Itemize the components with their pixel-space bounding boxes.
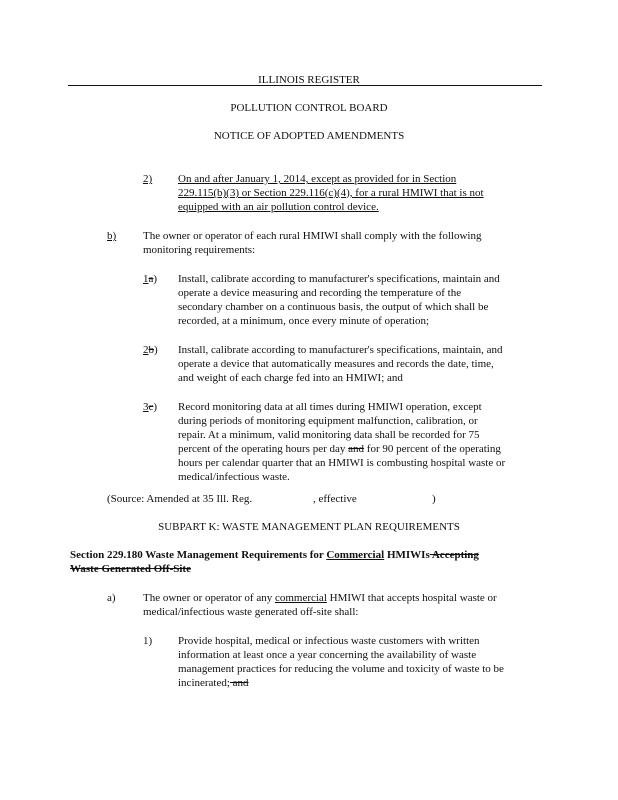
item-1a-label bbox=[143, 272, 157, 286]
item-3c-label-new: 3 bbox=[143, 401, 149, 413]
item-1-line-3: management practices for reducing the volume and toxicity of waste to be bbox=[178, 663, 504, 675]
subpart-heading: SUBPART K: WASTE MANAGEMENT PLAN REQUIREMENTS bbox=[158, 521, 460, 533]
item-a-line-1-a: The owner or operator of any bbox=[143, 592, 275, 604]
item-a-line-1-b: HMIWI that accepts hospital waste or bbox=[326, 592, 497, 604]
item-2-line-3: equipped with an air pollution control device. bbox=[178, 201, 379, 213]
item-3c-line-4-b: for 90 percent of the operating bbox=[364, 443, 501, 455]
item-3c-line-4-a: percent of the operating hours per day bbox=[178, 443, 349, 455]
item-a-line-1 bbox=[143, 591, 497, 605]
item-2b-line-2: operate a device that automatically measures and records the date, time, bbox=[178, 358, 494, 370]
register-title: ILLINOIS REGISTER bbox=[258, 74, 360, 86]
item-1-line-2: information at least once a year concerning the availability of waste bbox=[178, 649, 477, 661]
item-3c-label-old: c bbox=[148, 401, 154, 413]
item-2-line-2: 229.115(b)(3) or Section 229.116(c)(4), for a rural HMIWI that is not bbox=[178, 187, 484, 199]
item-1-struck-and: and bbox=[229, 677, 249, 689]
item-b-line-2: monitoring requirements: bbox=[143, 244, 256, 256]
source-note-a: (Source: Amended at 35 Ill. Reg. bbox=[107, 493, 253, 505]
item-1a-label-close: ) bbox=[153, 273, 158, 285]
item-1a-label-old: a bbox=[148, 273, 154, 285]
item-2b-label-close: ) bbox=[154, 344, 158, 356]
item-2b-label-new: 2 bbox=[143, 344, 149, 356]
item-b-label: b) bbox=[107, 230, 117, 242]
item-2-label: 2) bbox=[143, 173, 153, 185]
section-heading-line-1 bbox=[70, 548, 479, 562]
source-note-b: , effective bbox=[313, 493, 357, 505]
item-1-line-4-a: incinerated; bbox=[178, 677, 230, 689]
source-note-c: ) bbox=[432, 493, 436, 505]
header-rule bbox=[68, 85, 542, 86]
item-2b-line-3: and weight of each charge fed into an HMIWI; and bbox=[178, 372, 403, 384]
item-3c-struck-and: and bbox=[348, 443, 365, 455]
item-3c-line-5: hours per calendar quarter that an HMIWI is combusting hospital waste or bbox=[178, 457, 506, 469]
item-2b-label-old: b bbox=[148, 344, 154, 356]
item-2-line-1: On and after January 1, 2014, except as provided for in Section bbox=[178, 173, 457, 185]
item-3c-line-6: medical/infectious waste. bbox=[178, 471, 290, 483]
section-heading-inserted: Commercial bbox=[326, 549, 385, 561]
item-1a-line-3: secondary chamber on a continuous basis, the output of which shall be bbox=[178, 301, 489, 313]
section-heading-struck-2: Waste Generated Off-Site bbox=[70, 563, 191, 575]
section-heading-middle: HMIWIs bbox=[384, 549, 430, 561]
item-3c-line-1: Record monitoring data at all times during HMIWI operation, except bbox=[178, 401, 482, 413]
item-1a-line-2: operate a device measuring and recording the temperature of the bbox=[178, 287, 462, 299]
section-heading-struck-1: Accepting bbox=[429, 549, 479, 561]
item-2b-label bbox=[143, 343, 158, 357]
item-1-line-1: Provide hospital, medical or infectious waste customers with written bbox=[178, 635, 480, 647]
item-3c-line-2: during periods of monitoring equipment malfunction, calibration, or bbox=[178, 415, 478, 427]
item-a-inserted-commercial: commercial bbox=[274, 592, 327, 604]
notice-title: NOTICE OF ADOPTED AMENDMENTS bbox=[213, 130, 405, 142]
board-title: POLLUTION CONTROL BOARD bbox=[230, 102, 388, 114]
item-2b-line-1: Install, calibrate according to manufacturer's specifications, maintain, and bbox=[178, 344, 503, 356]
item-a-line-2: medical/infectious waste generated off-site shall: bbox=[143, 606, 359, 618]
item-1a-label-new: 1 bbox=[143, 273, 149, 285]
item-1-label: 1) bbox=[143, 635, 153, 647]
item-3c-label bbox=[143, 400, 157, 414]
item-3c-line-4 bbox=[178, 442, 501, 456]
item-b-line-1: The owner or operator of each rural HMIWI shall comply with the following bbox=[143, 230, 482, 242]
item-1-line-4 bbox=[178, 676, 249, 690]
item-3c-label-close: ) bbox=[153, 401, 158, 413]
item-1a-line-4: recorded, at a minimum, once every minute of operation; bbox=[178, 315, 430, 327]
item-1a-line-1: Install, calibrate according to manufacturer's specifications, maintain and bbox=[178, 273, 500, 285]
section-heading-prefix: Section 229.180 Waste Management Requirements for bbox=[70, 549, 327, 561]
item-a-label: a) bbox=[107, 592, 116, 604]
item-3c-line-3: repair. At a minimum, valid monitoring data shall be recorded for 75 bbox=[178, 429, 480, 441]
